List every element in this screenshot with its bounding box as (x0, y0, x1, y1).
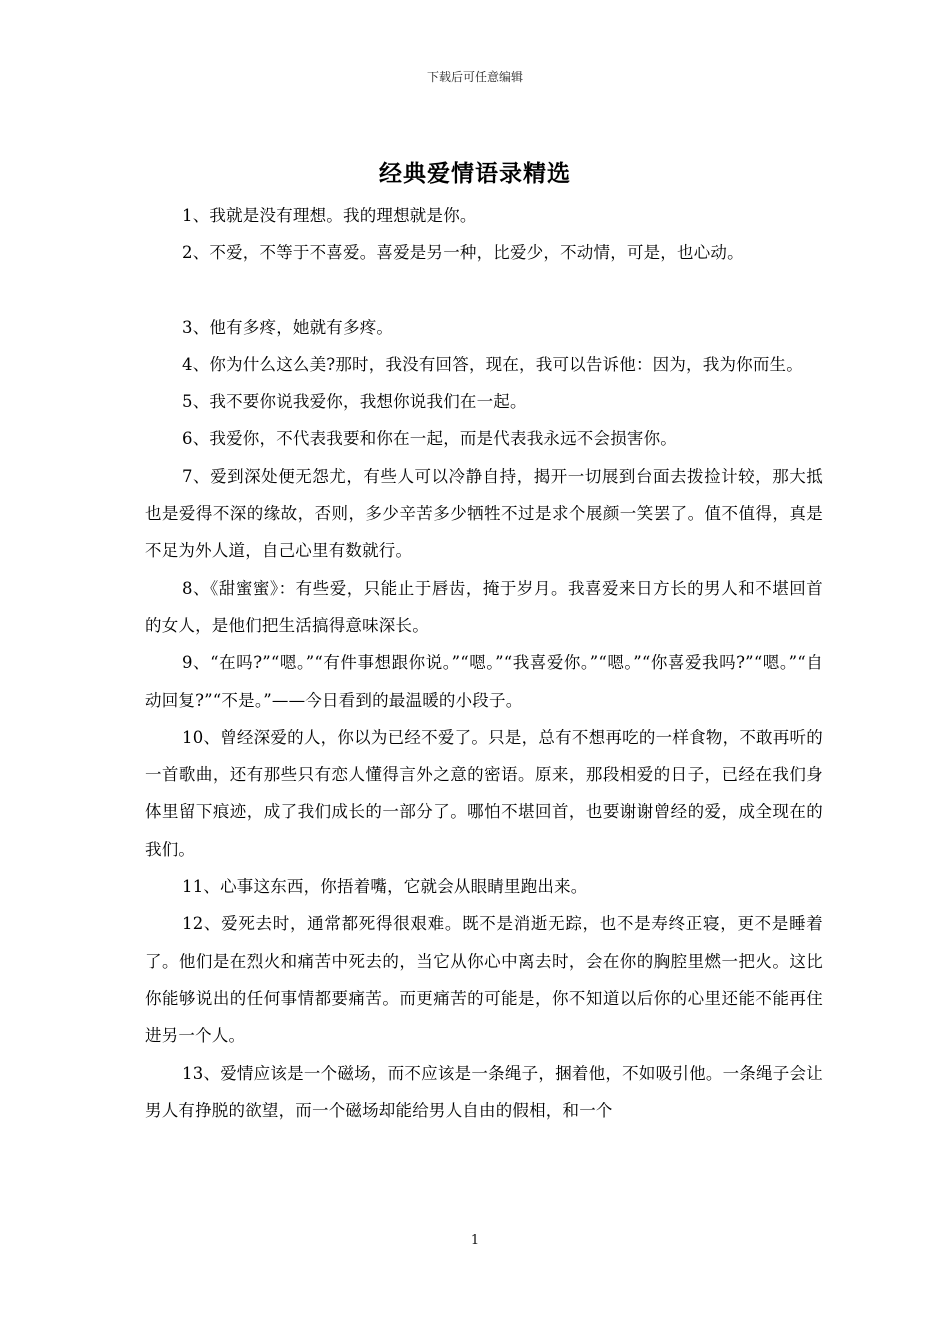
quote-paragraph-2: 2、不爱，不等于不喜爱。喜爱是另一种，比爱少，不动情，可是，也心动。 (182, 243, 744, 263)
quote-paragraph-6: 6、我爱你，不代表我要和你在一起，而是代表我永远不会损害你。 (182, 429, 677, 449)
quote-paragraph-12: 12、爱死去时，通常都死得很艰难。既不是消逝无踪，也不是寿终正寝，更不是睡着了。他们是在烈火和痛苦中死去的，当它从你心中离去时，会在你的胸腔里燃一把火。这比你能够说出的任何事情都要痛苦。而更痛苦的可能是，你不知道以后你的心里还能不能再住进另一个人。 (145, 914, 823, 1046)
quote-paragraph-4: 4、你为什么这么美?那时，我没有回答，现在，我可以告诉他：因为，我为你而生。 (182, 354, 803, 374)
page-number: 1 (470, 1233, 480, 1248)
quote-paragraph-5: 5、我不要你说我爱你，我想你说我们在一起。 (182, 392, 527, 412)
quote-paragraph-10: 10、曾经深爱的人，你以为已经不爱了。只是，总有不想再吃的一样食物，不敢再听的一首歌曲，还有那些只有恋人懂得言外之意的密语。原来，那段相爱的日子，已经在我们身体里留下痕迹，成了我们成长的一部分了。哪怕不堪回首，也要谢谢曾经的爱，成全现在的我们。 (145, 727, 823, 859)
quote-paragraph-11: 11、心事这东西，你捂着嘴，它就会从眼睛里跑出来。 (182, 877, 588, 897)
quote-paragraph-1: 1、我就是没有理想。我的理想就是你。 (182, 206, 477, 225)
page-header: 下载后可任意编辑 (426, 70, 523, 84)
quote-paragraph-13: 13、爱情应该是一个磁场，而不应该是一条绳子，捆着他，不如吸引他。一条绳子会让男人有挣脱的欲望，而一个磁场却能给男人自由的假相，和一个 (145, 1063, 823, 1120)
quote-paragraph-7: 7、爱到深处便无怨尤，有些人可以冷静自持，揭开一切展到台面去拨捡计较，那大抵也是爱得不深的缘故，否则，多少辛苦多少牺牲不过是求个展颜一笑罢了。值不值得，真是不足为外人道，自己心里有数就行。 (145, 466, 823, 561)
quote-paragraph-8: 8、《甜蜜蜜》：有些爱，只能止于唇齿，掩于岁月。我喜爱来日方长的男人和不堪回首的女人，是他们把生活搞得意味深长。 (145, 578, 823, 635)
document-body (145, 197, 823, 1129)
quote-paragraph-3: 3、他有多疼，她就有多疼。 (182, 317, 394, 337)
quote-paragraph-9: 9、“在吗?”“嗯。”“有件事想跟你说。”“嗯。”“我喜爱你。”“嗯。”“你喜爱我吗?”“嗯。”“自动回复?”“不是。”——今日看到的最温暖的小段子。 (145, 653, 823, 710)
document-title: 经典爱情语录精选 (379, 160, 571, 187)
